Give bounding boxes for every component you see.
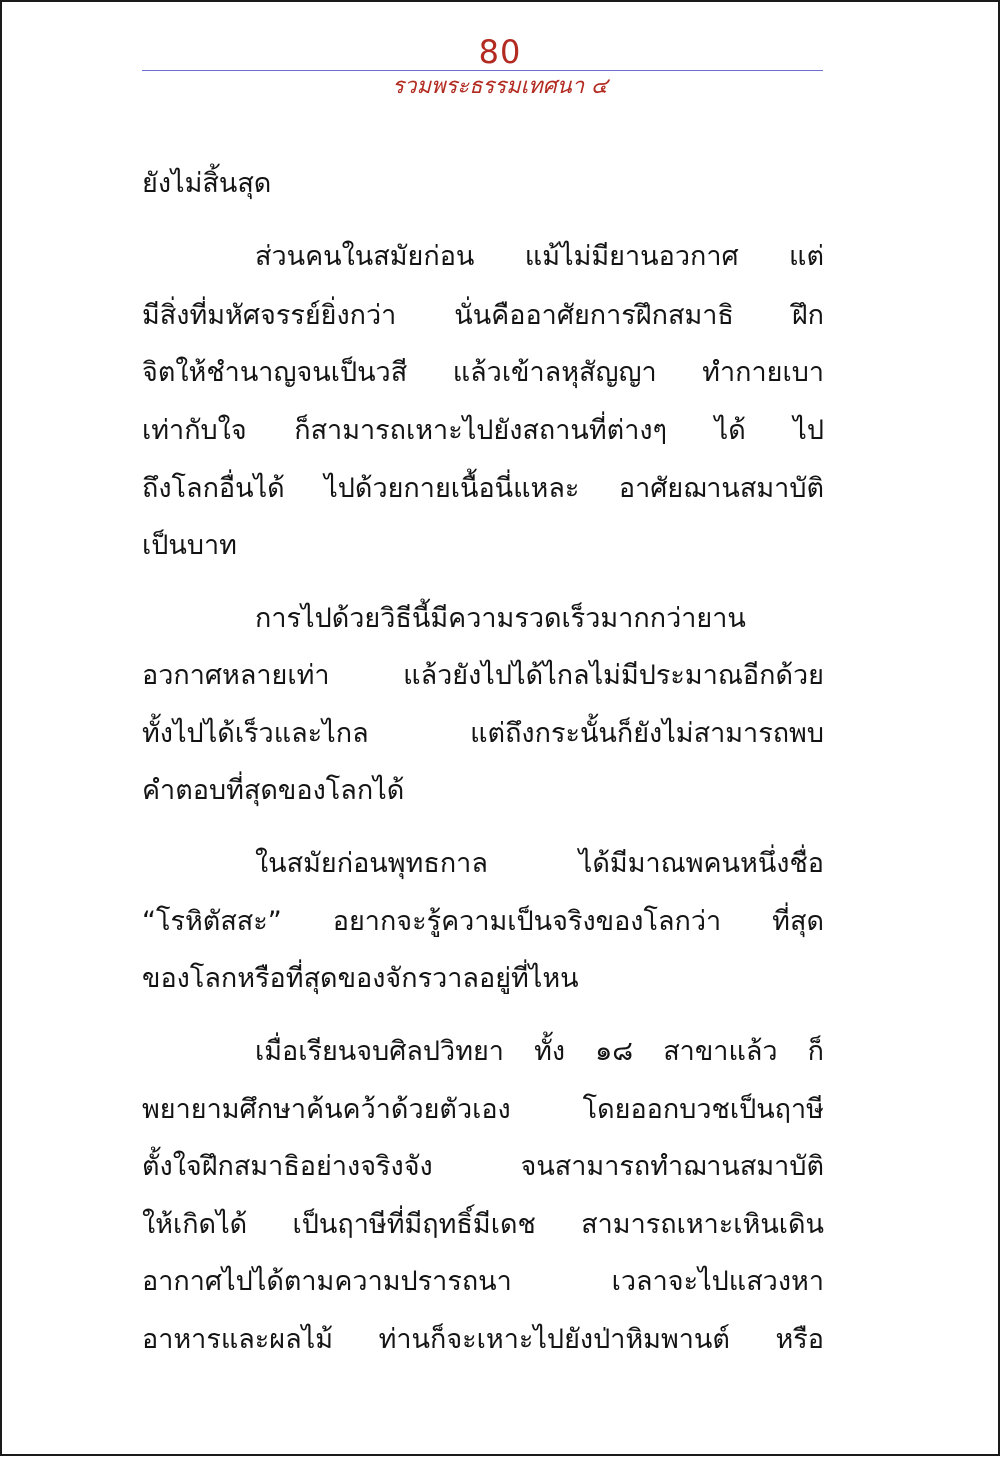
text-line: เป็นบาท [142, 530, 237, 561]
page-number: 80 [478, 33, 522, 71]
text-line: ทั้งไปได้เร็วและไกล แต่ถึงกระนั้นก็ยังไม่สามารถพบ [142, 718, 824, 749]
running-title: รวมพระธรรมเทศนา ๔ [392, 74, 608, 99]
text-line: พยายามศึกษาค้นคว้าด้วยตัวเอง โดยออกบวชเป็นฤาษี [142, 1094, 824, 1125]
text-line: คำตอบที่สุดของโลกได้ [142, 775, 405, 806]
text-line: ให้เกิดได้ เป็นฤาษีที่มีฤทธิ์มีเดช สามารถเหาะเหินเดิน [142, 1209, 824, 1240]
text-line: ถึงโลกอื่นได้ ไปด้วยกายเนื้อนี่แหละ อาศัยฌานสมาบัติ [142, 473, 824, 504]
text-line: การไปด้วยวิธีนี้มีความรวดเร็วมากกว่ายาน [255, 603, 746, 634]
text-line: มีสิ่งที่มหัศจรรย์ยิ่งกว่า นั่นคืออาศัยการฝึกสมาธิ ฝึก [142, 300, 824, 331]
text-line: เมื่อเรียนจบศิลปวิทยา ทั้ง ๑๘ สาขาแล้ว ก็ [255, 1036, 824, 1067]
text-line: ในสมัยก่อนพุทธกาล ได้มีมาณพคนหนึ่งชื่อ [255, 848, 824, 879]
text-line: อาหารและผลไม้ ท่านก็จะเหาะไปยังป่าหิมพานต์ หรือ [142, 1324, 824, 1355]
header-divider [142, 70, 823, 71]
text-line: ของโลกหรือที่สุดของจักรวาลอยู่ที่ไหน [142, 963, 579, 994]
text-line: อากาศไปได้ตามความปรารถนา เวลาจะไปแสวงหา [142, 1266, 824, 1297]
text-line: “โรหิตัสสะ” อยากจะรู้ความเป็นจริงของโลกว่า ที่สุด [142, 906, 824, 937]
text-line: ส่วนคนในสมัยก่อน แม้ไม่มียานอวกาศ แต่ [255, 241, 824, 272]
text-line: เท่ากับใจ ก็สามารถเหาะไปยังสถานที่ต่างๆ ได้ ไป [142, 415, 824, 446]
text-line: อวกาศหลายเท่า แล้วยังไปได้ไกลไม่มีประมาณอีกด้วย [142, 660, 824, 691]
text-line: ตั้งใจฝึกสมาธิอย่างจริงจัง จนสามารถทำฌานสมาบัติ [142, 1151, 824, 1182]
text-line: จิตให้ชำนาญจนเป็นวสี แล้วเข้าลหุสัญญา ทำกายเบา [142, 357, 824, 388]
text-line: ยังไม่สิ้นสุด [142, 168, 272, 199]
